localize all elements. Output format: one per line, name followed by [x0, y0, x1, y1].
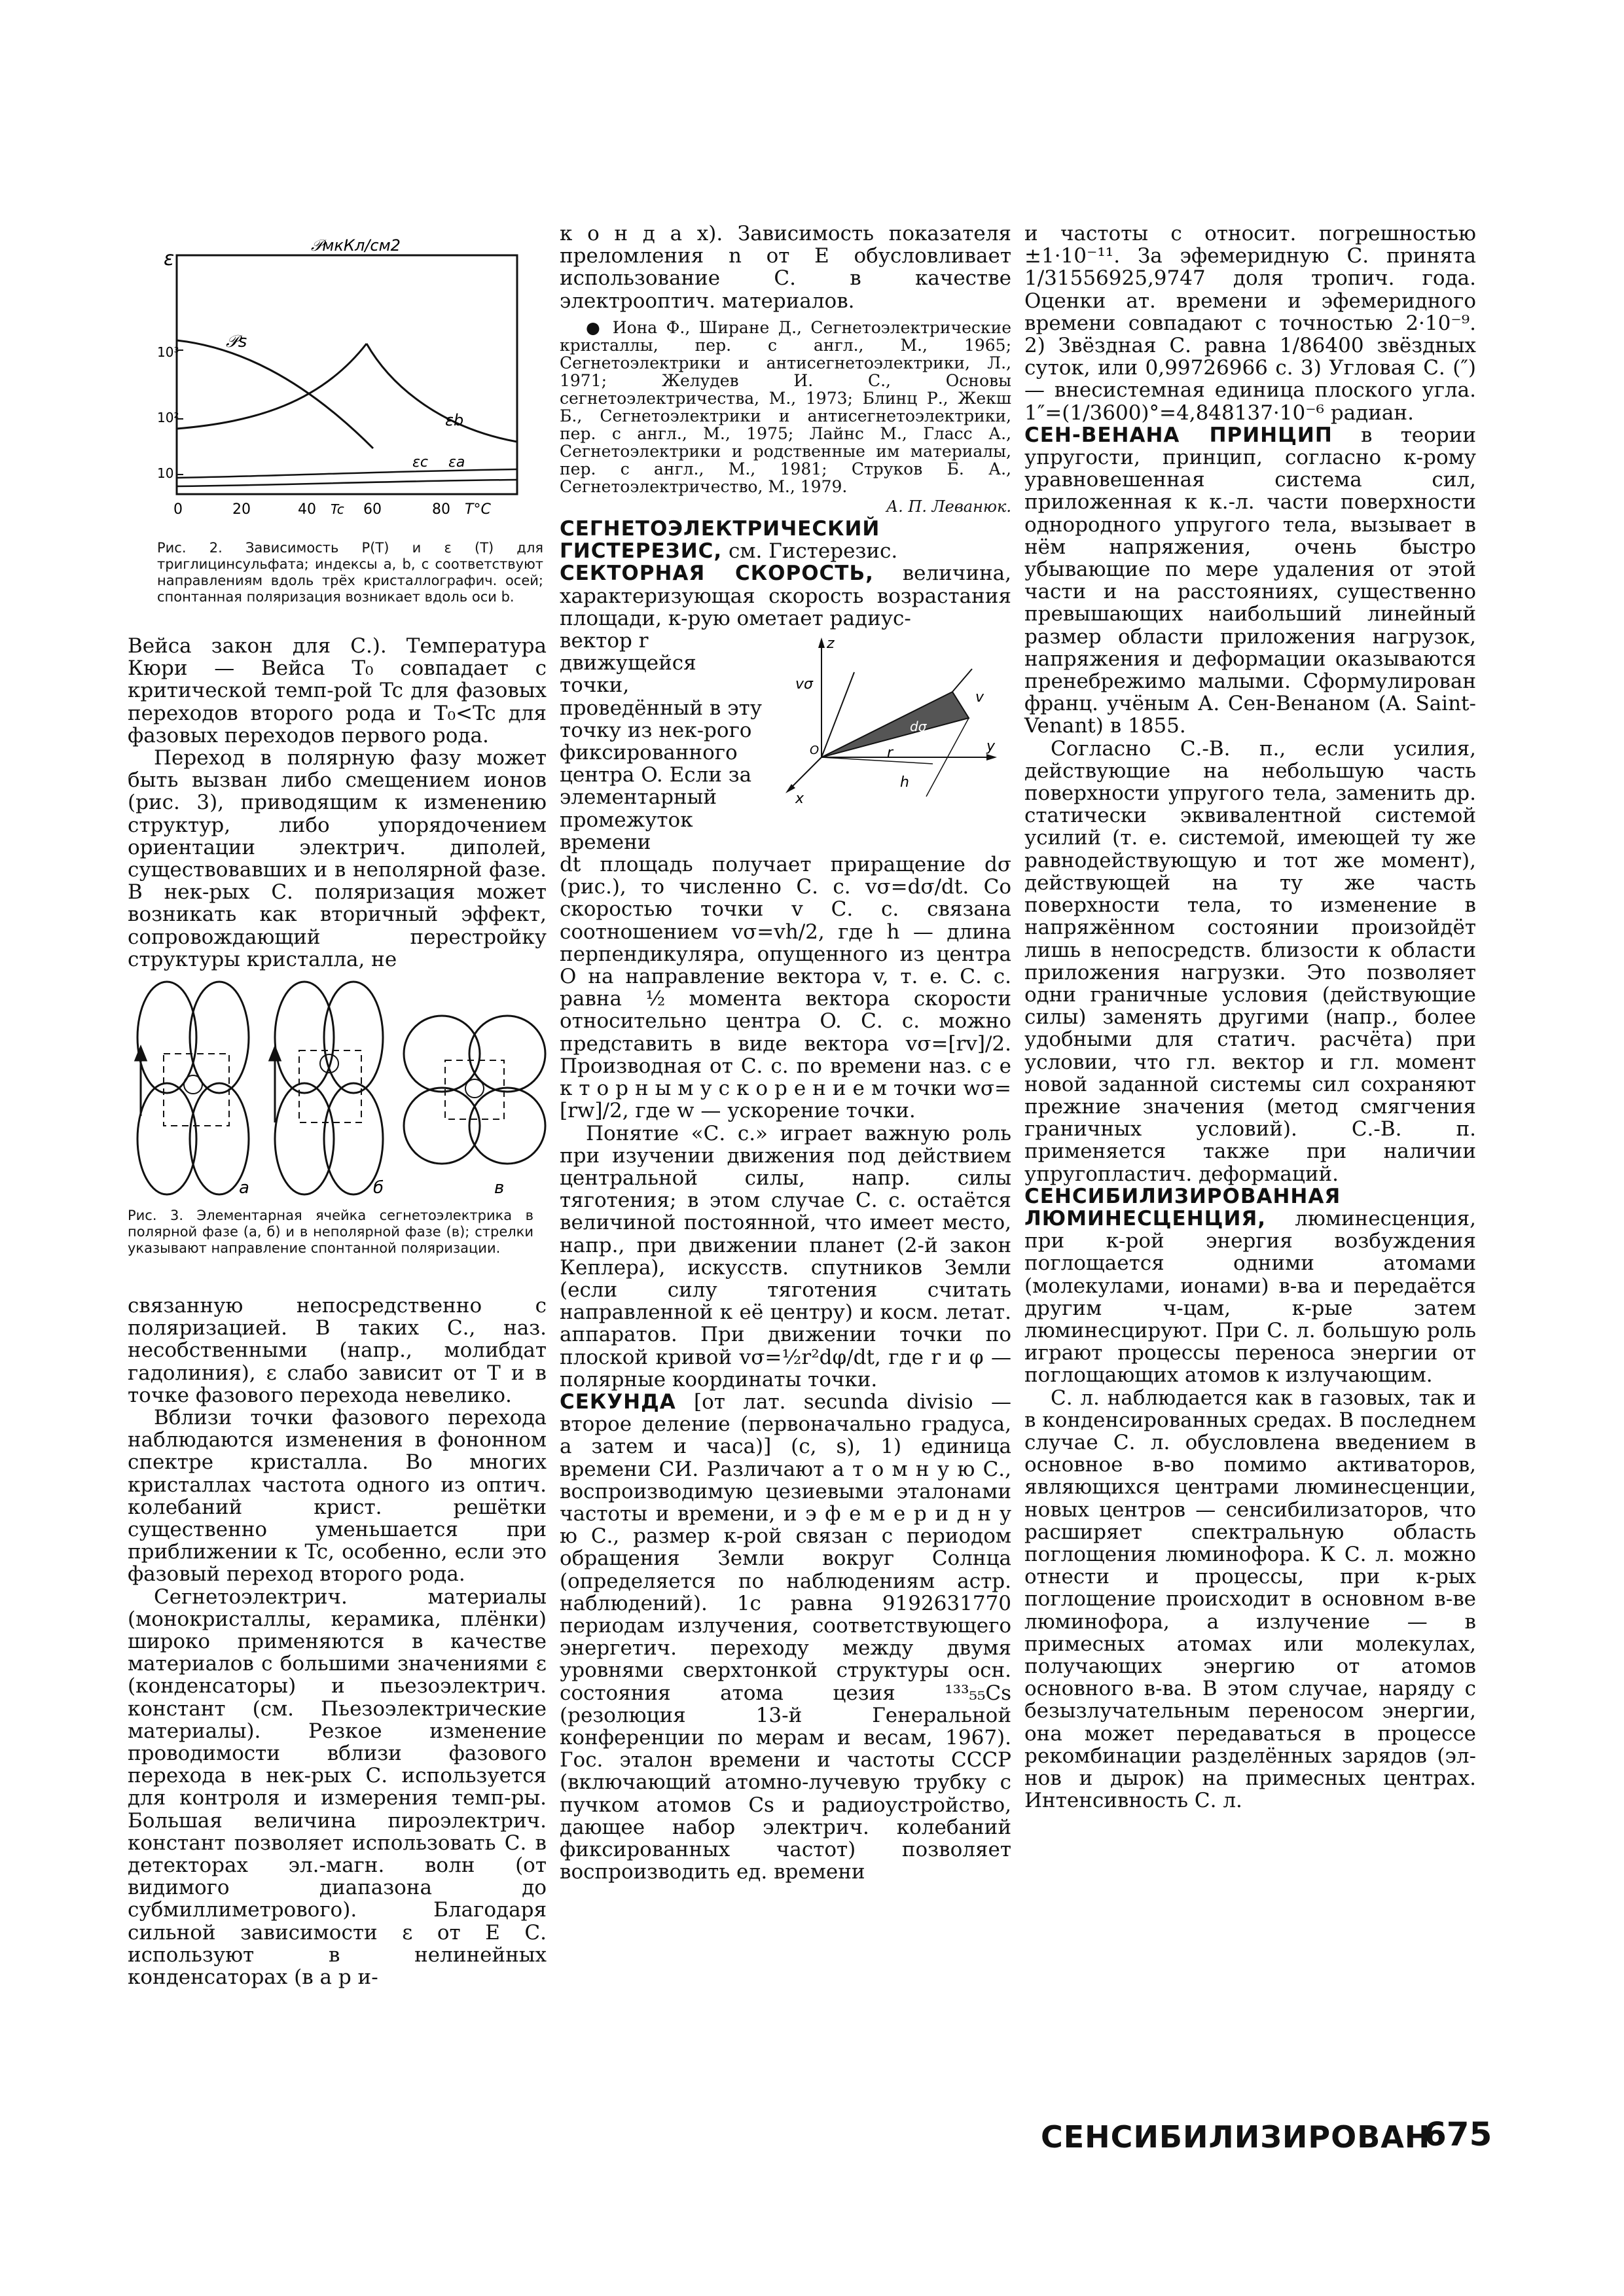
figure-label: x: [795, 791, 804, 807]
column-1: [128, 635, 547, 971]
paragraph: Вблизи точки фазового перехода наблюдаются изменения в фононном спектре кристалла. Во многих кристаллах частота одного из оптич. колебаний крист. решётки существенно уменьшается при приближении к Tc, особенно, если это фазовый переход второго рода.: [128, 1406, 547, 1587]
y-tick: 10²: [157, 410, 179, 425]
cell-a: [135, 982, 249, 1194]
y-tick: 10³: [157, 344, 179, 360]
cell-c: [404, 1016, 545, 1164]
paragraph: вектор r движущейся точки, проведённый в эту точку из нек-рого фиксированного центра O. Если за элементарный промежуток времени: [560, 629, 762, 854]
entry-heading: СЕКТОРНАЯ СКОРОСТЬ,: [560, 562, 874, 586]
curve-Ps: [177, 340, 373, 448]
curve-label: εc: [412, 454, 428, 471]
x-tick: Tc: [331, 501, 344, 517]
paragraph: dt площадь получает приращение dσ (рис.), то численно С. с. vσ=dσ/dt. Со скоростью точки v С. с. связана соотношением vσ=vh/2, где h — длина перпендикуляра, опущенного из центра O на направление вектора v, т. е. С. с. равна ½ момента вектора скорости относительно центра O. С. с. можно представить в виде вектора vσ=[rv]/2. Производная от С. с. по времени наз. с е к т о р н ы м у с к о р е н и е м точки wσ=[rw]/2, где w — ускорение точки.: [560, 853, 1011, 1123]
entry-text: люминесценция, при к-рой энергия возбуждения поглощается одними атомами (молекулами, ионами) в-ва и передаётся другим ч-цам, к-рые затем люминесцируют. При С. л. большую роль играют процессы переноса энергии от поглощающих атомов к излучающим.: [1024, 1206, 1476, 1388]
x-tick: 40: [298, 501, 316, 518]
curve-label: εa: [448, 454, 465, 471]
paragraph: Сегнетоэлектрич. материалы (монокристаллы, керамика, плёнки) широко применяются в качестве материалов с большими значениями ε (конденсаторы) и пьезоэлектрич. констант (см. Пьезоэлектрические материалы). Резкое изменение проводимости вблизи фазового перехода в нек-рых С. используется для контроля и измерения темп-ры. Большая величина пироэлектрич. констант позволяет использовать С. в детекторах эл.-магн. волн (от видимого диапазона до субмиллиметрового). Благодаря сильной зависимости ε от E С. используют в нелинейных конденсаторах (в а р и-: [128, 1585, 547, 1990]
sector-velocity-figure: [782, 630, 1005, 806]
curve-ec: [177, 469, 517, 478]
figure-label: r: [887, 745, 893, 762]
curve-eb: [177, 344, 517, 442]
entry-text: [от лат. secunda divisio — второе деление (первоначально градуса, а затем и часа)] (с, s), 1) единица времени СИ. Различают а т о м н у ю С., воспроизводимую цезиевыми эталонами частоты и времени, и э ф е м е р и д н у ю С., размер к-рой связан с периодом обращения Земли вокруг Солнца (определяется по наблюдениям астр. наблюдений). 1с равна 9192631770 периодам излучения, соответствующего энергетич. переходу между двумя уровнями сверхтонкой структуры осн. состояния атома цезия ¹³³₅₅Cs (резолюция 13-й Генеральной конференции по мерам и весам, 1967). Гос. эталон времени и частоты СССР (включающий атомно-лучевую трубку с пучком атомов Cs и радиоустройство, дающее набор электрич. колебаний фиксированных частот) позволяет воспроизводить ед. времени: [560, 1390, 1011, 1884]
figure-label: б: [373, 1178, 384, 1198]
paragraph: Понятие «С. с.» играет важную роль при изучении движения под действием центральной силы, напр. силы тяготения; в этом случае С. с. остаётся величиной постоянной, что имеет место, напр., при движении планет (2-й закон Кеплера), искусств. спутников Земли (если силу тяготения считать направленной к её центру) и косм. летат. аппаратов. При движении точки по плоской кривой vσ=½r²dφ/dt, где r и φ — полярные координаты точки.: [560, 1121, 1011, 1391]
running-head: СЕНСИБИЛИЗИРОВАН: [1041, 2119, 1431, 2155]
column-3: [1024, 223, 1476, 1812]
figure-label: dσ: [910, 719, 927, 735]
author: А. П. Леванюк.: [886, 497, 1011, 516]
paragraph: С. л. наблюдается как в газовых, так и в конденсированных средах. В последнем случае С. л. обусловлена введением в основное в-во помимо активаторов, являющихся центрами люминесценции, новых центров — сенсибилизаторов, что расширяет спектральную область поглощения люминофора. К С. л. можно отнести и процессы, при к-рых поглощение происходит в основном в-ве люминофора, а излучение — в примесных атомах или молекулах, получающих энергию от атомов основного в-ва. В этом случае, наряду с безызлучательным переносом энергии, она может передаваться в процессе рекомбинации разделённых зарядов (эл-нов и дырок) на примесных центрах. Интенсивность С. л.: [1024, 1386, 1476, 1813]
entry-heading: СЕНСИБИЛИЗИРОВАННАЯ ЛЮМИНЕСЦЕНЦИЯ,: [1024, 1184, 1341, 1230]
figure-2-graph: [157, 232, 550, 533]
x-tick: 80: [432, 501, 450, 518]
entry-text: в теории упругости, принцип, согласно к-рому уравновешенная система сил, приложенная к к.-л. части поверхности однородного упругого тела, вызывает в нём напряжения, очень быстро убывающие по мере удаления от этой части и на расстояниях, существенно превышающих наибольший линейный размер области приложения нагрузок, напряжения и деформации оказываются пренебрежимо малыми. Сформулирован франц. учёным А. Сен-Венаном (A. Saint-Venant) в 1855.: [1024, 423, 1476, 738]
paragraph: Переход в полярную фазу может быть вызван либо смещением ионов (рис. 3), приводящим к изменению структур, либо упорядочением ориентации электрич. диполей, существовавших и в неполярной фазе. В нек-рых С. поляризация может возникать как вторичный эффект, сопровождающий перестройку структуры кристалла, не: [128, 746, 547, 971]
curve-label: εb: [445, 411, 464, 429]
page-number: 675: [1424, 2115, 1492, 2153]
entry-heading: СЕКУНДА: [560, 1390, 676, 1414]
paragraph: связанную непосредственно с поляризацией. В таких С., наз. несобственными (напр., молибдат гадолиния), ε слабо зависит от T и в точке фазового перехода невелико.: [128, 1294, 547, 1407]
figure-3-caption: Рис. 3. Элементарная ячейка сегнетоэлектрика в полярной фазе (а, б) и в неполярной фазе (в); стрелки указывают направление спонтанной поляризации.: [128, 1208, 533, 1256]
x-tick: 0: [173, 501, 183, 518]
unit-label: 𝒫мкКл/см2: [311, 236, 401, 255]
cell-b: [270, 982, 383, 1194]
curve-ea: [177, 480, 517, 486]
x-tick: 60: [363, 501, 382, 518]
y-axis-label: ε: [164, 247, 175, 270]
entry-heading: СЕГНЕТОЭЛЕКТРИЧЕСКИЙ ГИСТЕРЕЗИС,: [560, 517, 880, 564]
figure-label: а: [239, 1178, 249, 1198]
figure-label: y: [986, 738, 996, 755]
figure-label: vσ: [795, 676, 813, 693]
y-tick: 10: [157, 465, 174, 481]
entry-heading: СЕН-ВЕНАНА ПРИНЦИП: [1024, 423, 1333, 447]
figure-label: h: [900, 774, 909, 791]
entry-text: величина, характеризующая скорость возрастания площади, к-рую ометает радиус-: [560, 562, 1011, 630]
x-tick: T°C: [465, 501, 491, 518]
column-1-continued: [128, 1295, 547, 1988]
column-2: [560, 223, 1011, 1883]
figure-label: O: [810, 744, 820, 758]
figure-3-cells: [128, 978, 547, 1201]
paragraph: к о н д а х). Зависимость показателя преломления n от E обусловливает использование С. в качестве электрооптич. материалов.: [560, 222, 1011, 313]
figure-label: z: [827, 636, 835, 653]
entry-text: см. Гистерезис.: [722, 539, 898, 564]
literature: ● Иона Ф., Ширане Д., Сегнетоэлектрические кристаллы, пер. с англ., М., 1965; Сегнетоэлектрики и антисегнетоэлектрики, Л., 1971; Желудев И. С., Основы сегнетоэлектричества, М., 1973; Блинц Р., Жекш Б., Сегнетоэлектрики и антисегнетоэлектрики, пер. с англ., М., 1975; Лайнс М., Гласс А., Сегнетоэлектрики и родственные им материалы, пер. с англ., М., 1981; Струков Б. А., Сегнетоэлектричество, М., 1979.: [560, 317, 1011, 496]
curve-label: 𝒫s: [226, 332, 247, 351]
figure-label: в: [494, 1178, 505, 1198]
paragraph: Вейса закон для С.). Температура Кюри — Вейса T₀ совпадает с критической темп-рой Tc для фазовых переходов второго рода и T₀<Tc для фазовых переходов первого рода.: [128, 634, 547, 747]
paragraph: Согласно С.-В. п., если усилия, действующие на небольшую часть поверхности упругого тела, заменить др. статически эквивалентной системой усилий (т. е. системой, имеющей ту же равнодействующую и тот же момент), действующей на ту же часть поверхности тела, то изменение в напряжённом состоянии произойдёт лишь в непосредств. близости к области приложения нагрузки. Это позволяет одни граничные условия (действующие силы) заменять другими (напр., более удобными для статич. расчёта) при условии, что гл. вектор и гл. момент новой заданной системы сил сохраняют прежние значения (метод смягчения граничных условий). С.-В. п. применяется также при наличии упругопластич. деформаций.: [1024, 736, 1476, 1186]
figure-2-caption: Рис. 2. Зависимость P(T) и ε (T) для триглицинсульфата; индексы a, b, c соответствуют направлениям вдоль трёх кристаллографич. осей; спонтанная поляризация возникает вдоль оси b.: [157, 540, 543, 605]
figure-label: v: [975, 689, 984, 706]
paragraph: и частоты с относит. погрешностью ±1·10⁻¹¹. За эфемеридную С. принята 1/31556925,9747 доля тропич. года. Оценки ат. времени и эфемеридного времени совпадают с точностью 2·10⁻⁹. 2) Звёздная С. равна 1/86400 звёздных суток, или 0,99726966 с. 3) Угловая С. (″) — внесистемная единица плоского угла. 1″=(1/3600)°=4,848137·10⁻⁶ радиан.: [1024, 222, 1476, 425]
x-tick: 20: [232, 501, 251, 518]
